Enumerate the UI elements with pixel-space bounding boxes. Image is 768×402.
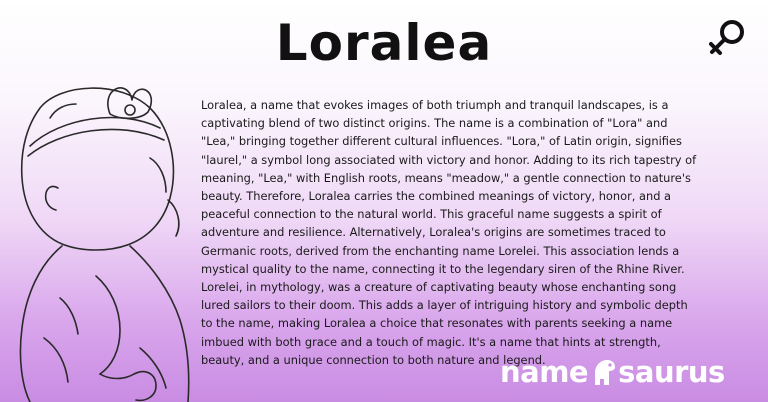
dinosaur-icon xyxy=(589,357,617,387)
logo-text-right: saurus xyxy=(618,355,725,389)
baby-illustration xyxy=(0,68,200,402)
name-title: Loralea xyxy=(275,14,493,72)
name-description: Loralea, a name that evokes images of both triumph and tranquil landscapes, is a captivating blend of two distinct origins. The name is a combination of "Lora" and "Lea," bringing together different cultural influences. "Lora," of Latin origin, signifies "laurel," a symbol long associated with victory and honor. Adding to its rich tapestry of meaning, "Lea," with English roots, means "meadow," a gentle connection to nature's beauty. Therefore, Loralea carries the combined meanings of victory, honor, and a peaceful connection to the natural world. This graceful name suggests a spirit of adventure and resilience. Alternatively, Loralea's origins are sometimes traced to Germanic roots, derived from the enchanting name Lorelei. This association lends a mystical quality to the name, connecting it to the legendary siren of the Rhine River. Lorelei, in mythology, was a creature of captivating beauty whose enchanting song lured sailors to their doom. This adds a layer of intriguing history and symbolic depth to the name, making Loralea a choice that resonates with parents seeking a name imbued with both grace and a touch of magic. It's a name that hints at strength, beauty, and a unique connection to both nature and legend. xyxy=(201,98,697,367)
namesaurus-logo[interactable] xyxy=(500,352,736,392)
logo-text-left: name xyxy=(500,355,589,389)
female-symbol-icon xyxy=(704,14,752,62)
